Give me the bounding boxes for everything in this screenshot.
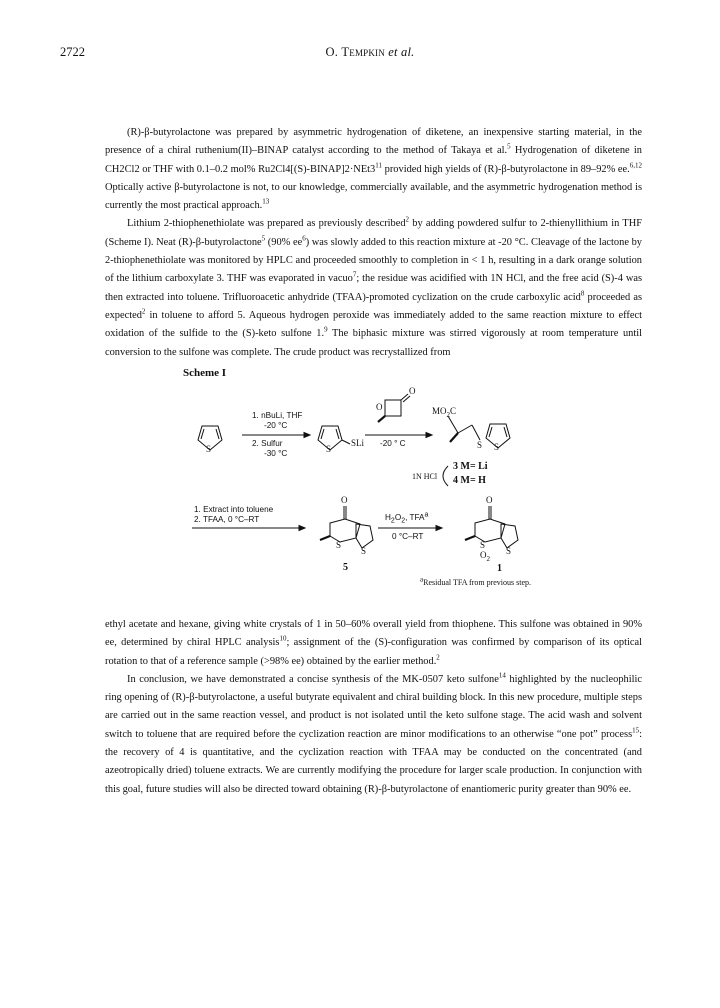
compound-5-structure [320,506,373,548]
compound-4-label: 4 M= H [453,475,486,486]
hcl-bracket [443,466,448,486]
atom-s-1b: S [506,546,512,556]
compound-1-structure [465,506,518,548]
paragraph-2: Lithium 2-thiophenethiolate was prepared as previously described$^2$ by adding powdered sulfur to 2-thienyllithium in THF (Scheme I). Neat (R)-β-butyrolactone$^5$ (90% $ee^6$) was slowly added to this reaction mixture at -20 °C. Cleavage of the lactone by 2-thiophenethiolate was monitored by HPLC and proceeded smoothly to completion in < 1 h, resulting in a dark orange solution of the lithium carboxylate 3. THF was evaporated in vacuo$^7$; the residue was acidified with 1N HCl, and the free acid (S)-4 was then extracted into toluene. Trifluoroacetic anhydride (TFAA)-promoted cyclization on the crude carboxylic acid$^8$ proceeded as expected$^2$ in toluene to afford 5. Aqueous hydrogen peroxide was immediately added to the same reaction mixture to effect oxidation of the sulfide to the (S)-keto sulfone 1.$^9$ The biphasic mixture was stirred vigorously at room temperature until conversion to the sulfone was complete. The crude product was recrystallized from [105,216,643,358]
atom-o-1: O [486,495,493,505]
body-text-top [105,124,642,362]
atom-o-ring: O [376,402,383,412]
atom-o-5: O [341,495,348,505]
atom-s-4: S [494,442,500,452]
thiolate-ring [318,426,350,450]
step-4-conditions: 0 °C–RT [392,532,424,541]
running-title: O. Tempkin et al. [325,45,415,59]
compound-1-label: 1 [497,563,502,574]
compound-5-label: 5 [343,562,348,573]
step-2-conditions: -20 ° C [380,439,406,448]
compound-3-label: 3 M= Li [453,461,488,472]
scheme-footnote: $^a$Residual TFA from previous step. [420,575,532,587]
paragraph-3: ethyl acetate and hexane, giving white crystals of 1 in 50–60% overall yield from thiophene. This sulfone was obtained in 90% ee, determined by chiral HPLC analysis$^{10}$; assignment of the (S)-configuration was confirmed by comparison of its optical rotation to that of a reference sample (>98% ee) obtained by the earlier method.$^2$ [105,619,642,667]
step-4-reagents: $H_2O_2$, TFA$^a$ [385,511,429,525]
scheme-figure [180,378,580,588]
scheme-title: Scheme I [183,367,227,379]
step-3-reagents: 1. Extract into toluene 2. TFAA, 0 °C–RT [194,505,274,524]
step-1-sulfur: 2. Sulfur -30 °C [252,439,288,458]
body-text-bottom [105,616,642,799]
atom-s-5b: S [361,546,367,556]
atom-so2: S $O_2$ [480,540,490,563]
atom-s-2: S [326,444,332,454]
page-number: 2722 [60,45,85,59]
paragraph-4: In conclusion, we have demonstrated a concise synthesis of the MK-0507 keto sulfone$^{14}$ highlighted by the nucleophilic ring opening of (R)-β-butyrolactone, a useful butyrate equivalent and chiral building block. In this new procedure, multiple steps are carried out in the same reaction vessel, and product is not isolated until the keto sulfone stage. The acid wash and solvent switch to toluene that are required before the cyclization reaction are minor modifications to an otherwise “one pot” process$^{15}$: the recovery of 4 is quantitative, and the cyclization reaction with TFAA may be conducted on the concentrated (and azeotropically dried) toluene extracts. We are currently modifying the procedure for larger scale production. In conjunction with this goal, future studies will also be directed toward obtaining (R)-β-butyrolactone of enantiomeric purity greater than 90% ee. [105,671,642,795]
atom-sli: SLi [351,438,365,448]
atom-s-1: S [206,444,212,454]
atom-o-carbonyl: O [409,386,416,396]
atom-mo2c: $MO_2C$ [432,406,457,419]
atom-s-3: S [477,440,483,450]
acid-label: 1N HCl [412,472,438,481]
atom-s-5a: S [336,540,342,550]
paragraph-1: (R)-β-butyrolactone was prepared by asymmetric hydrogenation of diketene, an inexpensive starting material, in the presence of a chiral ruthenium(II)–BINAP catalyst according to the method of Takaya et al.$^5$ Hydrogenation of diketene in CH2Cl2 or THF with 0.1–0.2 mol% $Ru2Cl4[(S)-BINAP]2\cdot NEt3^{11}$ provided high yields of (R)-β-butyrolactone in 89–92% ee.$^{6,12}$ Optically active β-butyrolactone is not, to our knowledge, commercially available, and the asymmetric hydrogenation method is currently the most practical approach.$^{13}$ [105,127,643,212]
step-1-reagents: 1. nBuLi, THF -20 °C [252,411,303,430]
